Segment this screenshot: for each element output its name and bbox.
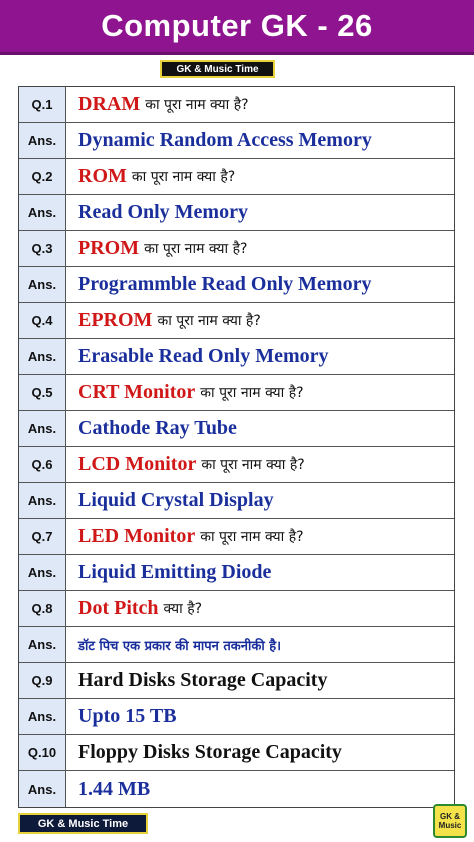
answer-text: Upto 15 TB bbox=[78, 705, 177, 727]
question-term: EPROM bbox=[78, 309, 153, 331]
answer-cell bbox=[66, 339, 454, 374]
question-cell bbox=[66, 303, 454, 338]
logo-line: GK & bbox=[440, 812, 460, 821]
question-term: ROM bbox=[78, 165, 127, 187]
question-cell bbox=[66, 735, 454, 770]
row-label: Ans. bbox=[19, 195, 66, 230]
answer-row bbox=[19, 699, 454, 735]
question-text: Floppy Disks Storage Capacity bbox=[78, 741, 342, 763]
answer-text: 1.44 MB bbox=[78, 777, 151, 800]
row-label: Q.1 bbox=[19, 87, 66, 122]
question-text: Hard Disks Storage Capacity bbox=[78, 669, 328, 691]
row-label: Ans. bbox=[19, 411, 66, 446]
question-cell bbox=[66, 447, 454, 482]
question-term: LED Monitor bbox=[78, 525, 196, 547]
answer-cell bbox=[66, 699, 454, 734]
question-cell bbox=[66, 591, 454, 626]
row-label: Q.6 bbox=[19, 447, 66, 482]
row-label: Q.9 bbox=[19, 663, 66, 698]
question-row bbox=[19, 375, 454, 411]
question-hindi: का पूरा नाम क्या है? bbox=[200, 385, 304, 401]
row-label: Ans. bbox=[19, 267, 66, 302]
row-label: Q.2 bbox=[19, 159, 66, 194]
channel-badge-top: GK & Music Time bbox=[160, 60, 275, 78]
question-row bbox=[19, 447, 454, 483]
answer-row bbox=[19, 267, 454, 303]
row-label: Ans. bbox=[19, 627, 66, 662]
question-row bbox=[19, 663, 454, 699]
answer-text: Liquid Emitting Diode bbox=[78, 561, 272, 583]
answer-cell bbox=[66, 195, 454, 230]
row-label: Q.5 bbox=[19, 375, 66, 410]
answer-cell bbox=[66, 771, 454, 807]
answer-row bbox=[19, 123, 454, 159]
answer-cell bbox=[66, 267, 454, 302]
question-cell bbox=[66, 663, 454, 698]
answer-row bbox=[19, 411, 454, 447]
answer-cell bbox=[66, 627, 454, 662]
logo-line: Music bbox=[438, 821, 462, 830]
question-row bbox=[19, 519, 454, 555]
row-label: Q.10 bbox=[19, 735, 66, 770]
answer-text: Liquid Crystal Display bbox=[78, 489, 274, 511]
question-hindi: का पूरा नाम क्या है? bbox=[145, 97, 249, 113]
row-label: Q.7 bbox=[19, 519, 66, 554]
question-term: DRAM bbox=[78, 93, 141, 115]
row-label: Ans. bbox=[19, 339, 66, 374]
question-hindi: का पूरा नाम क्या है? bbox=[201, 457, 305, 473]
question-hindi: क्या है? bbox=[163, 601, 203, 617]
row-label: Ans. bbox=[19, 123, 66, 158]
question-row bbox=[19, 735, 454, 771]
question-cell bbox=[66, 159, 454, 194]
question-term: CRT Monitor bbox=[78, 381, 196, 403]
question-row bbox=[19, 303, 454, 339]
answer-row bbox=[19, 339, 454, 375]
row-label: Ans. bbox=[19, 483, 66, 518]
answer-row bbox=[19, 771, 454, 807]
row-label: Ans. bbox=[19, 771, 66, 807]
row-label: Q.8 bbox=[19, 591, 66, 626]
question-cell bbox=[66, 375, 454, 410]
question-cell bbox=[66, 87, 454, 122]
answer-row bbox=[19, 195, 454, 231]
answer-row bbox=[19, 483, 454, 519]
channel-badge-bottom: GK & Music Time bbox=[18, 813, 148, 834]
question-row bbox=[19, 87, 454, 123]
question-row bbox=[19, 231, 454, 267]
question-hindi: का पूरा नाम क्या है? bbox=[144, 241, 248, 257]
page-title: Computer GK - 26 bbox=[101, 8, 373, 43]
channel-logo bbox=[433, 804, 467, 838]
question-cell bbox=[66, 519, 454, 554]
question-hindi: का पूरा नाम क्या है? bbox=[157, 313, 261, 329]
row-label: Ans. bbox=[19, 555, 66, 590]
answer-cell bbox=[66, 555, 454, 590]
page-header bbox=[0, 0, 474, 55]
question-row bbox=[19, 591, 454, 627]
answer-cell bbox=[66, 123, 454, 158]
question-row bbox=[19, 159, 454, 195]
answer-cell bbox=[66, 483, 454, 518]
answer-text: Cathode Ray Tube bbox=[78, 417, 237, 439]
question-term: LCD Monitor bbox=[78, 453, 197, 475]
answer-text: Erasable Read Only Memory bbox=[78, 345, 329, 367]
question-hindi: का पूरा नाम क्या है? bbox=[200, 529, 304, 545]
row-label: Q.4 bbox=[19, 303, 66, 338]
answer-hindi-text: डॉट पिच एक प्रकार की मापन तकनीकी है। bbox=[78, 638, 282, 654]
answer-row bbox=[19, 555, 454, 591]
question-term: PROM bbox=[78, 237, 140, 259]
question-cell bbox=[66, 231, 454, 266]
answer-row bbox=[19, 627, 454, 663]
qa-table bbox=[18, 86, 455, 808]
answer-cell bbox=[66, 411, 454, 446]
answer-text: Dynamic Random Access Memory bbox=[78, 129, 372, 151]
question-hindi: का पूरा नाम क्या है? bbox=[131, 169, 236, 185]
question-term: Dot Pitch bbox=[78, 597, 159, 619]
row-label: Ans. bbox=[19, 699, 66, 734]
answer-text: Programmble Read Only Memory bbox=[78, 273, 372, 295]
row-label: Q.3 bbox=[19, 231, 66, 266]
answer-text: Read Only Memory bbox=[78, 201, 248, 223]
